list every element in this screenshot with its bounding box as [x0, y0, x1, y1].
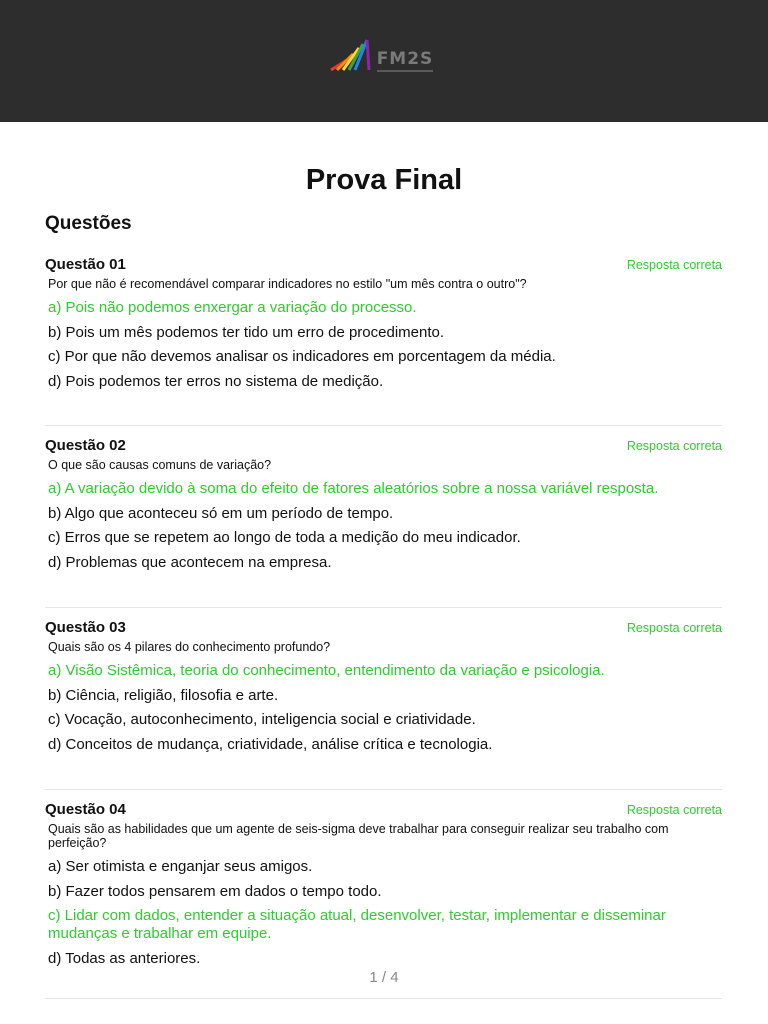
option-b: b) Ciência, religião, filosofia e arte. [48, 686, 279, 704]
option-c: c) Por que não devemos analisar os indicadores em porcentagem da média. [48, 348, 556, 365]
page-indicator: 1 / 4 [369, 969, 399, 986]
question-text: Quais são as habilidades que um agente de seis-sigma deve trabalhar para conseguir realizar seu trabalho com perfeição? [48, 822, 669, 850]
option-d: d) Conceitos de mudança, criatividade, análise crítica e tecnologia. [48, 735, 493, 753]
options-list [48, 299, 722, 391]
option-a: a) Pois não podemos enxergar a variação do processo. [48, 299, 417, 316]
option-d: d) Pois podemos ter erros no sistema de medição. [48, 372, 384, 390]
divider [45, 998, 722, 999]
option-a: a) Ser otimista e enganjar seus amigos. [48, 858, 313, 875]
page-title: Prova Final [305, 164, 463, 196]
question-03 [45, 618, 722, 790]
question-label: Questão 04 [45, 801, 126, 818]
answer-status: Resposta correta [626, 439, 722, 453]
option-c: c) Erros que se repetem ao longo de toda a medição do meu indicador. [48, 529, 521, 546]
answer-status: Resposta correta [626, 621, 722, 635]
question-label: Questão 03 [45, 619, 126, 636]
answer-status: Resposta correta [626, 803, 722, 817]
question-label: Questão 02 [45, 437, 126, 454]
question-label: Questão 01 [45, 256, 126, 273]
option-c: c) Lidar com dados, entender a situação atual, desenvolver, testar, implementar e disseminar mudanças e trabalhar em equipe. [48, 907, 666, 942]
question-01 [45, 255, 722, 426]
option-b: b) Fazer todos pensarem em dados o tempo todo. [48, 882, 382, 900]
fm2s-logo [329, 38, 434, 72]
question-text: Por que não é recomendável comparar indicadores no estilo "um mês contra o outro"? [48, 277, 527, 291]
section-title: Questões [45, 213, 132, 234]
option-b: b) Algo que aconteceu só em um período de tempo. [48, 504, 394, 522]
option-b: b) Pois um mês podemos ter tido um erro de procedimento. [48, 323, 445, 341]
option-d: d) Todas as anteriores. [48, 949, 201, 967]
options-list [48, 480, 722, 572]
options-list [48, 858, 722, 968]
question-04 [45, 800, 722, 968]
options-list [48, 662, 722, 754]
logo-tagline-line [377, 70, 433, 72]
page-header [0, 0, 768, 122]
answer-status: Resposta correta [626, 258, 722, 272]
option-a: a) A variação devido à soma do efeito de fatores aleatórios sobre a nossa variável resposta. [48, 480, 659, 497]
fm2s-logo-icon [329, 38, 373, 72]
logo-text: FM2S [376, 49, 434, 69]
question-text: O que são causas comuns de variação? [48, 458, 272, 472]
option-a: a) Visão Sistêmica, teoria do conhecimento, entendimento da variação e psicologia. [48, 662, 605, 679]
question-text: Quais são os 4 pilares do conhecimento profundo? [48, 640, 331, 654]
option-c: c) Vocação, autoconhecimento, inteligencia social e criatividade. [48, 711, 476, 728]
question-02 [45, 436, 722, 608]
questions-list [45, 255, 722, 974]
option-d: d) Problemas que acontecem na empresa. [48, 553, 332, 571]
